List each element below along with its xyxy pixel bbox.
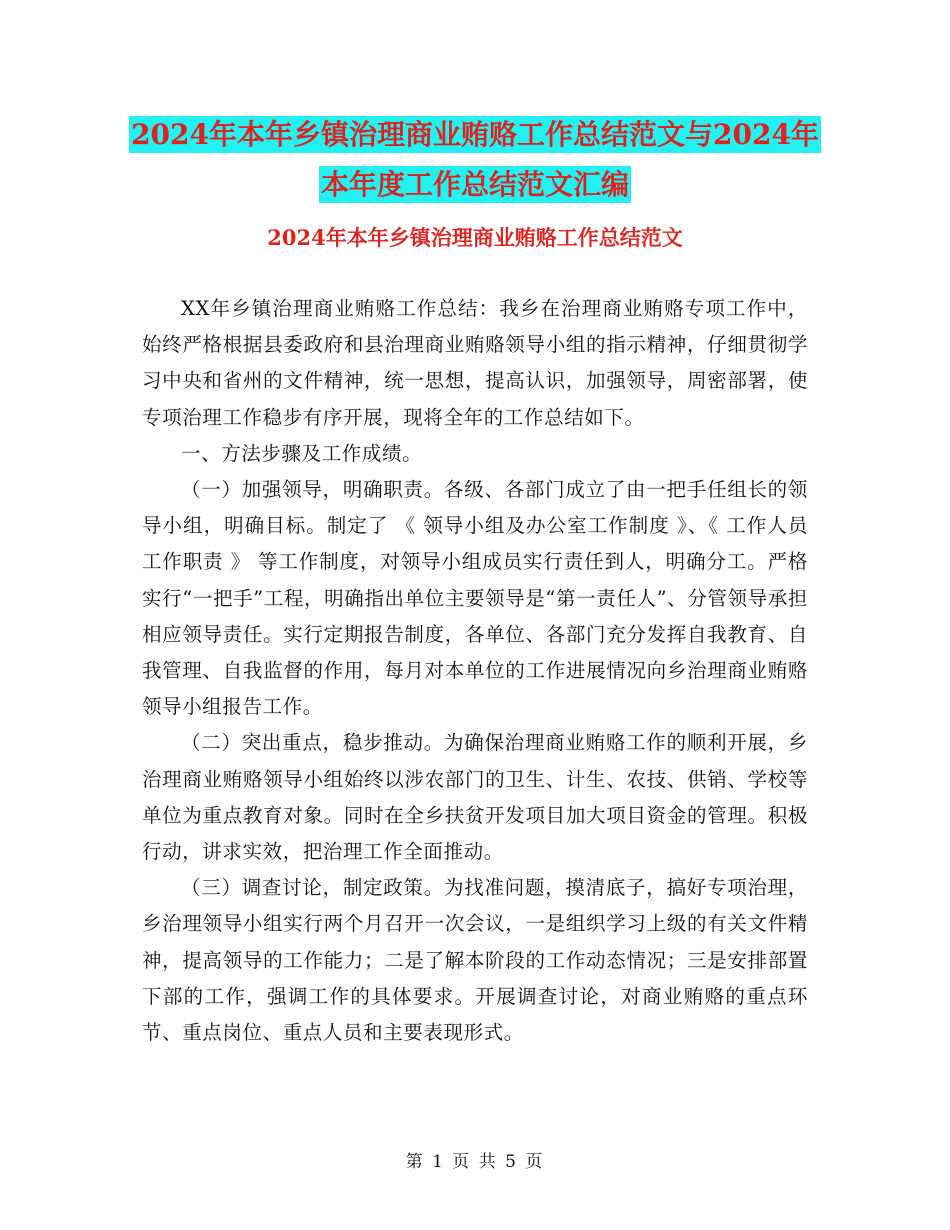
page-footer: 第 1 页 共 5 页 [405,1152,545,1172]
paragraph: 一、方法步骤及工作成绩。 [181,441,423,465]
section-title: 2024年本年乡镇治理商业贿赂工作总结范文 [267,225,683,250]
paragraph: XX年乡镇治理商业贿赂工作总结：我乡在治理商业贿赂专项工作中，始终严格根据县委政府和县治理商业贿赂领导小组的指示精神，仔细贯彻学习中央和省州的文件精神，统一思想，提高认识，加强领导，周密部署，使专项治理工作稳步有序开展，现将全年的工作总结如下。 [142,297,808,429]
title-line-2: 本年度工作总结范文汇编 [320,168,629,201]
body-text [142,291,808,1051]
document-title [120,110,830,210]
paragraph: （一）加强领导，明确职责。各级、各部门成立了由一把手任组长的领导小组，明确目标。制定了 《 领导小组及办公室工作制度 》、《 工作人员工作职责 》 等工作制度，对领导小组成员实行责任到人，明确分工。严格实行“一把手”工程，明确指出单位主要领导是“第一责任人”、分管领导承担相应领导责任。实行定期报告制度，各单位、各部门充分发挥自我教育、自我管理、自我监督的作用，每月对本单位的工作进展情况向乡治理商业贿赂领导小组报告工作。 [142,478,808,719]
paragraph: （二）突出重点，稳步推动。为确保治理商业贿赂工作的顺利开展，乡治理商业贿赂领导小组始终以涉农部门的卫生、计生、农技、供销、学校等单位为重点教育对象。同时在全乡扶贫开发项目加大项目资金的管理。积极行动，讲求实效，把治理工作全面推动。 [142,731,808,864]
paragraph: （三）调查讨论，制定政策。为找准问题，摸清底子，搞好专项治理，乡治理领导小组实行两个月召开一次会议，一是组织学习上级的有关文件精神，提高领导的工作能力；二是了解本阶段的工作动态情况；三是安排部置下部的工作，强调工作的具体要求。开展调查讨论，对商业贿赂的重点环节、重点岗位、重点人员和主要表现形式。 [142,876,808,1045]
title-line-1: 2024年本年乡镇治理商业贿赂工作总结范文与2024年 [131,118,819,151]
